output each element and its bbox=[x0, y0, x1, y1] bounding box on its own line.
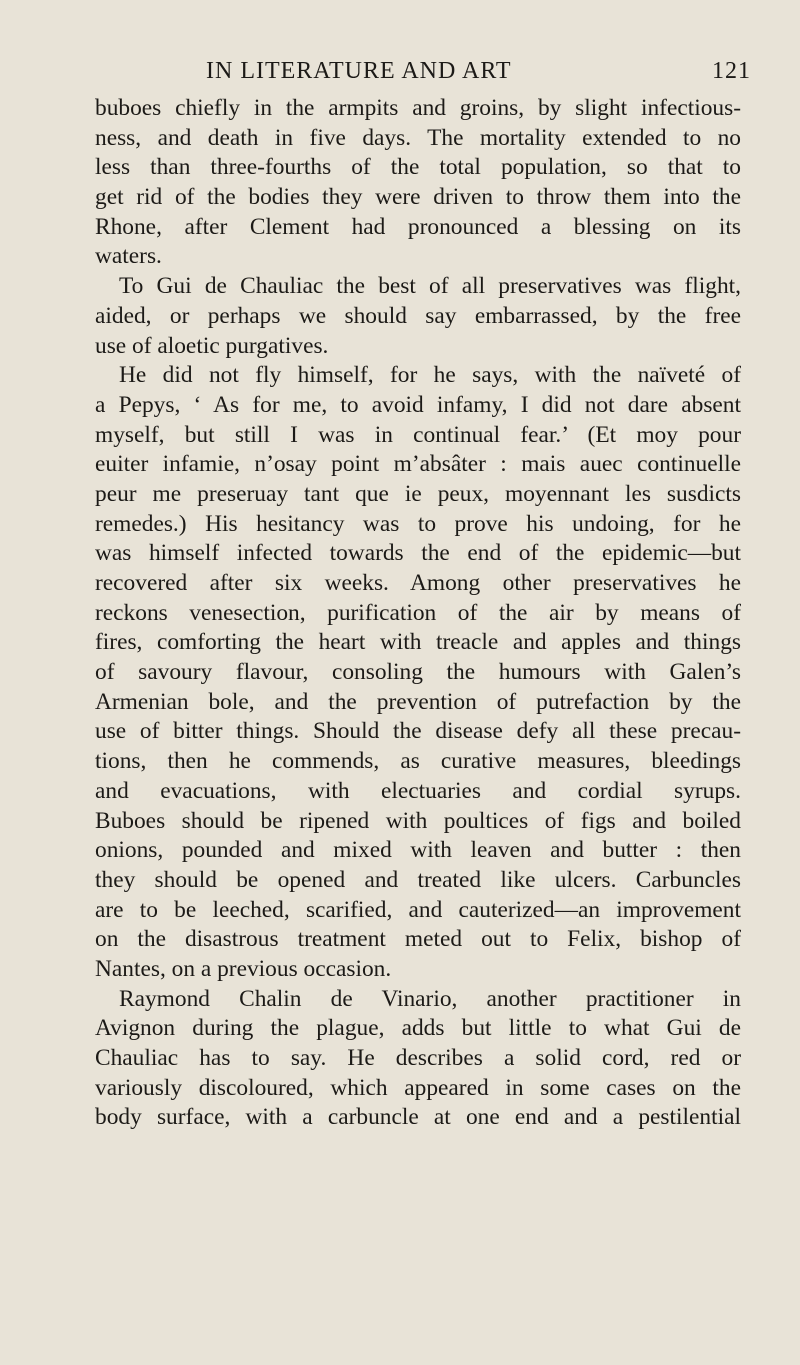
text-line: euiter infamie, n’osay point m’absâter : mais auec continuelle bbox=[95, 451, 741, 478]
text-line: waters. bbox=[95, 243, 162, 270]
text-line: variously discoloured, which appeared in some cases on the bbox=[95, 1074, 741, 1101]
text-line: of savoury flavour, consoling the humours with Galen’s bbox=[95, 659, 741, 686]
text-line: recovered after six weeks. Among other preservatives he bbox=[95, 570, 741, 596]
running-head: IN LITERATURE AND ART bbox=[206, 58, 512, 84]
text-line: buboes chiefly in the armpits and groins, by slight infectious- bbox=[95, 95, 741, 121]
text-line: Avignon during the plague, adds but little to what Gui de bbox=[95, 1015, 741, 1042]
text-line: myself, but still I was in continual fear.’ (Et moy pour bbox=[95, 421, 741, 448]
text-line: on the disastrous treatment meted out to Felix, bishop of bbox=[95, 926, 741, 953]
body-text bbox=[95, 94, 741, 1133]
text-line: To Gui de Chauliac the best of all preservatives was flight, bbox=[119, 273, 741, 300]
text-line: Chauliac has to say. He describes a solid cord, red or bbox=[95, 1045, 741, 1071]
text-line: Rhone, after Clement had pronounced a blessing on its bbox=[95, 213, 741, 240]
text-line: they should be opened and treated like ulcers. Carbuncles bbox=[95, 866, 741, 893]
text-line: tions, then he commends, as curative measures, bleedings bbox=[95, 748, 741, 775]
text-line: Armenian bole, and the prevention of putrefaction by the bbox=[95, 688, 741, 715]
text-line: use of bitter things. Should the disease defy all these precau- bbox=[95, 718, 741, 745]
text-line: ness, and death in five days. The mortality extended to no bbox=[95, 124, 741, 151]
text-line: aided, or perhaps we should say embarrassed, by the free bbox=[95, 302, 741, 329]
text-line: He did not fly himself, for he says, with the naïveté of bbox=[119, 362, 741, 389]
text-line: less than three-fourths of the total population, so that to bbox=[95, 154, 741, 181]
text-line: body surface, with a carbuncle at one end and a pestilential bbox=[95, 1104, 741, 1131]
text-line: fires, comforting the heart with treacle and apples and things bbox=[95, 629, 741, 656]
text-line: are to be leeched, scarified, and cauterized—an improvement bbox=[95, 896, 741, 923]
text-line: reckons venesection, purification of the air by means of bbox=[95, 599, 741, 626]
text-line: Nantes, on a previous occasion. bbox=[95, 955, 392, 982]
text-line: was himself infected towards the end of the epidemic—but bbox=[95, 540, 741, 567]
text-line: use of aloetic purgatives. bbox=[95, 332, 329, 359]
text-line: and evacuations, with electuaries and cordial syrups. bbox=[95, 777, 741, 804]
text-line: remedes.) His hesitancy was to prove his undoing, for he bbox=[95, 510, 741, 537]
text-line: peur me preseruay tant que ie peux, moyennant les susdicts bbox=[95, 480, 741, 507]
text-line: get rid of the bodies they were driven to throw them into the bbox=[95, 184, 741, 211]
text-line: a Pepys, ‘ As for me, to avoid infamy, I did not dare absent bbox=[95, 391, 741, 418]
text-line: Raymond Chalin de Vinario, another practitioner in bbox=[119, 985, 741, 1012]
text-line: onions, pounded and mixed with leaven and butter : then bbox=[95, 837, 741, 864]
page-number: 121 bbox=[712, 58, 751, 84]
text-line: Buboes should be ripened with poultices of figs and boiled bbox=[95, 807, 741, 834]
